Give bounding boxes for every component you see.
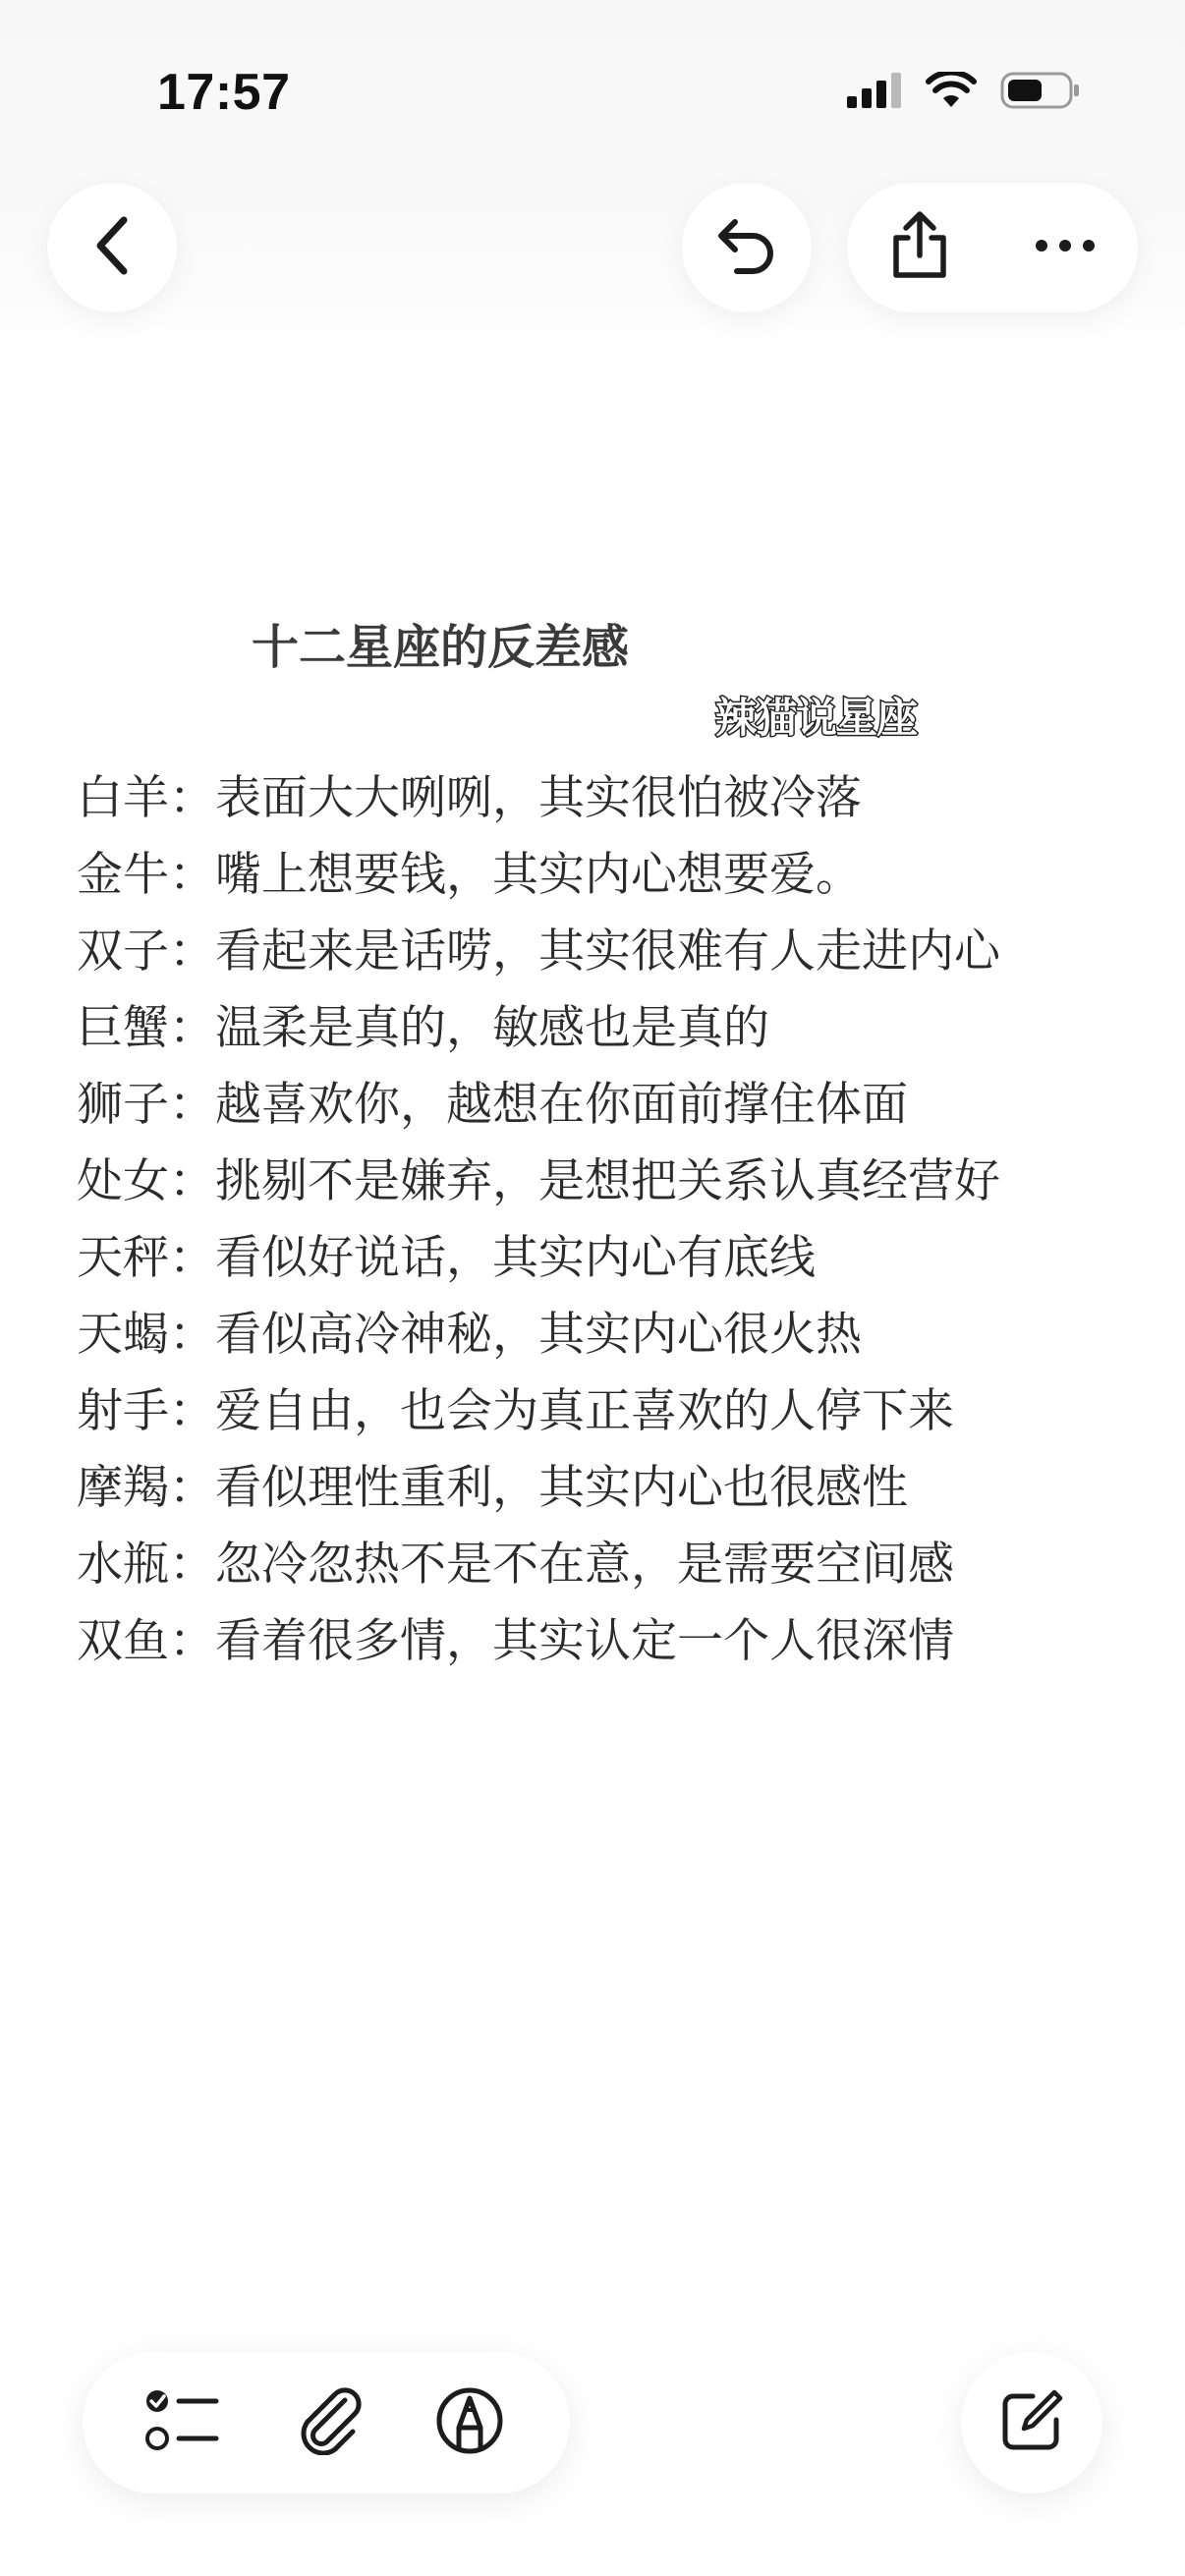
share-button[interactable] [861, 183, 979, 312]
note-line-capricorn[interactable]: 摩羯：看似理性重利，其实内心也很感性 [77, 1461, 908, 1515]
note-line-aries[interactable]: 白羊：表面大大咧咧，其实很怕被冷落 [77, 771, 862, 825]
note-line-sagittarius[interactable]: 射手：爱自由，也会为真正喜欢的人停下来 [77, 1384, 954, 1438]
watermark-text: 辣猫说星座 [715, 694, 918, 742]
markup-button[interactable] [411, 2352, 529, 2493]
paperclip-icon [298, 2386, 363, 2459]
note-body[interactable] [77, 768, 1118, 1688]
note-title[interactable]: 十二星座的反差感 [252, 620, 630, 675]
compose-button[interactable] [961, 2352, 1102, 2493]
attachment-button[interactable] [271, 2352, 389, 2493]
ellipsis-icon [1034, 238, 1097, 257]
note-line-leo[interactable]: 狮子：越喜欢你，越想在你面前撑住体面 [77, 1078, 908, 1132]
cellular-signal-icon [847, 73, 902, 112]
note-line-libra[interactable]: 天秤：看似好说话，其实内心有底线 [77, 1231, 816, 1285]
status-icons [847, 71, 1081, 114]
bottom-tool-group [83, 2352, 570, 2493]
undo-button[interactable] [682, 183, 812, 312]
checklist-icon [145, 2387, 220, 2458]
undo-icon [713, 214, 780, 281]
note-line-virgo[interactable]: 处女：挑剔不是嫌弃，是想把关系认真经营好 [77, 1154, 1000, 1208]
pen-markup-icon [435, 2386, 504, 2459]
note-line-gemini[interactable]: 双子：看起来是话唠，其实很难有人走进内心 [77, 924, 1000, 979]
note-line-taurus[interactable]: 金牛：嘴上想要钱，其实内心想要爱。 [77, 848, 862, 902]
note-line-cancer[interactable]: 巨蟹：温柔是真的，敏感也是真的 [77, 1001, 769, 1055]
note-line-pisces[interactable]: 双鱼：看着很多情，其实认定一个人很深情 [77, 1614, 954, 1668]
action-group [847, 183, 1138, 312]
compose-icon [999, 2388, 1064, 2457]
checklist-button[interactable] [124, 2352, 242, 2493]
note-line-scorpio[interactable]: 天蝎：看似高冷神秘，其实内心很火热 [77, 1308, 862, 1362]
share-icon [888, 210, 951, 285]
note-line-aquarius[interactable]: 水瓶：忽冷忽热不是不在意，是需要空间感 [77, 1538, 954, 1592]
more-button[interactable] [1006, 183, 1124, 312]
chevron-left-icon [90, 214, 134, 281]
back-button[interactable] [47, 183, 177, 312]
status-time: 17:57 [157, 64, 291, 121]
wifi-icon [926, 72, 977, 113]
battery-icon [1000, 71, 1081, 114]
